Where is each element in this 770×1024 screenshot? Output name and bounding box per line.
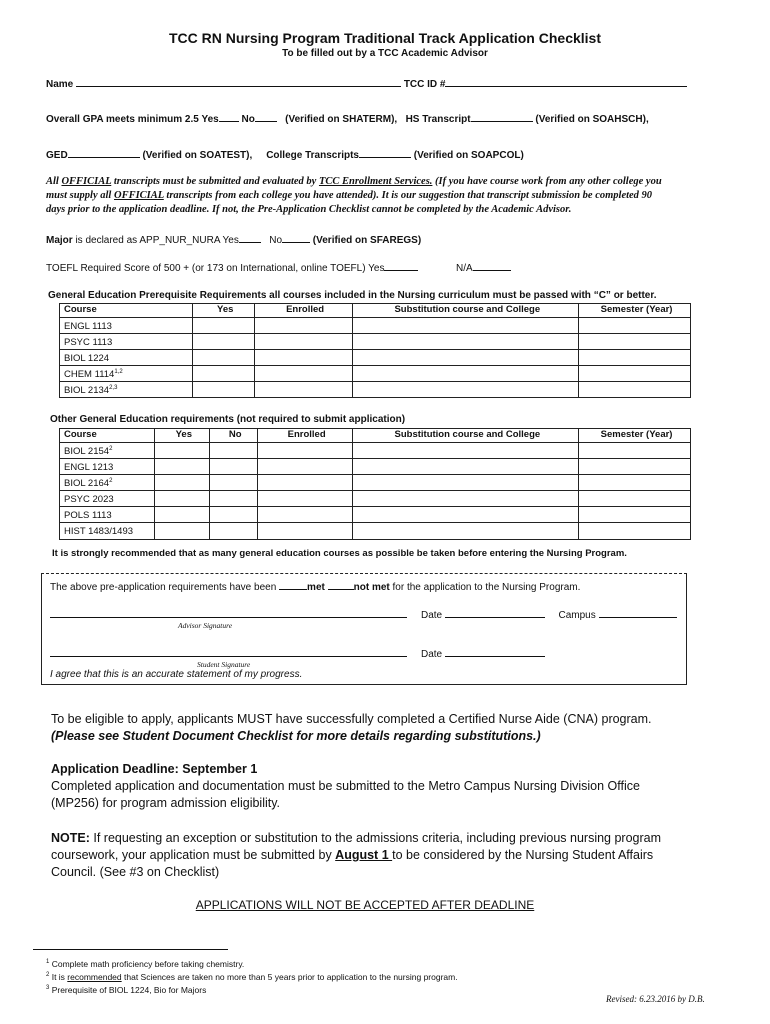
not-met-field[interactable] xyxy=(328,579,354,590)
major-row: Major is declared as APP_NUR_NURA Yes No (Verified on SFAREGS) xyxy=(46,232,421,246)
signoff-statement: The above pre-application requirements have been met not met for the application to the Nursing Program. xyxy=(50,579,580,593)
gpa-no-field[interactable] xyxy=(255,111,277,122)
table-row: POLS 1113 xyxy=(60,507,691,523)
advisor-signature-caption: Advisor Signature xyxy=(178,621,233,630)
revision-stamp: Revised: 6.23.2016 by D.B. xyxy=(606,994,705,1004)
deadline-section: Application Deadline: September 1 Completed application and documentation must be submitted to the Metro Campus Nursing Division Office (MP256) for program admission eligibility. xyxy=(51,762,640,810)
other-ed-table xyxy=(59,428,691,540)
page-title: TCC RN Nursing Program Traditional Track Application Checklist xyxy=(168,30,601,46)
table-row: HIST 1483/1493 xyxy=(60,523,691,539)
advisor-date-field[interactable] xyxy=(445,607,545,618)
footnotes xyxy=(46,957,458,995)
table-row: BIOL 2134$^{2,3}$ xyxy=(60,382,691,398)
agreement-statement: I agree that this is an accurate statement of my progress. xyxy=(50,669,303,680)
recommendation-note: It is strongly recommended that as many general education courses as possible be taken before entering the Nursing Program. xyxy=(52,548,627,559)
table-row: ENGL 1113 xyxy=(60,317,691,333)
page-subtitle: To be filled out by a TCC Academic Advisor xyxy=(282,48,488,59)
deadline-warning: APPLICATIONS WILL NOT BE ACCEPTED AFTER DEADLINE xyxy=(195,898,535,912)
table-row: BIOL 2164$^2$ xyxy=(60,474,691,490)
ged-field[interactable] xyxy=(68,147,140,158)
footnote-3: $^3$ Prerequisite of BIOL 1224, Bio for Majors xyxy=(46,984,207,995)
toefl-na-field[interactable] xyxy=(473,260,511,271)
tcc-id-field[interactable] xyxy=(445,76,687,87)
ged-row: GED (Verified on SOATEST), College Transcripts (Verified on SOAPCOL) xyxy=(46,147,524,161)
other-ed-heading: Other General Education requirements (not required to submit application) xyxy=(50,414,406,425)
table-row: CHEM 1114$^{1,2}$ xyxy=(60,366,691,382)
table-row: BIOL 1224 xyxy=(60,349,691,365)
table-row: BIOL 2154$^2$ xyxy=(60,442,691,458)
eligibility-text: To be eligible to apply, applicants MUST have successfully completed a Certified Nurse Aide (CNA) program. (Please see Student Document Checklist for more details regarding substitutions.) xyxy=(51,712,652,743)
student-signature-line[interactable] xyxy=(50,656,407,657)
table-row: ENGL 1213 xyxy=(60,458,691,474)
major-yes-field[interactable] xyxy=(239,232,261,243)
gpa-row: Overall GPA meets minimum 2.5 Yes No (Verified on SHATERM), HS Transcript (Verified on SOAHSCH), xyxy=(46,111,649,125)
met-field[interactable] xyxy=(279,579,307,590)
footnote-divider xyxy=(33,949,228,950)
advisor-signature-line[interactable] xyxy=(50,617,407,618)
student-date-row: Date xyxy=(421,646,545,660)
toefl-yes-field[interactable] xyxy=(384,260,418,271)
table-header-row: Course Yes No Enrolled Substitution course and College Semester (Year) xyxy=(60,429,691,443)
student-date-field[interactable] xyxy=(445,646,545,657)
table-header-row: Course Yes Enrolled Substitution course and College Semester (Year) xyxy=(60,304,691,318)
note-section: NOTE: If requesting an exception or substitution to the admissions criteria, including previous nursing program coursework, your application must be submitted by August 1 to be considered by the Nursing Student Affairs Council. (See #3 on Checklist) xyxy=(51,831,662,879)
footnote-1: $^1$ Complete math proficiency before taking chemistry. xyxy=(46,958,245,969)
toefl-row: TOEFL Required Score of 500 + (or 173 on International, online TOEFL) Yes N/A xyxy=(46,260,511,274)
gen-ed-table xyxy=(59,303,691,398)
name-field[interactable] xyxy=(76,76,401,87)
official-transcripts-notice: All OFFICIAL transcripts must be submitted and evaluated by TCC Enrollment Services. (If you have course work from any other college you must supply all OFFICIAL transcripts from each college you have attended). It is our suggestion that transcript submission be completed 90 days prior to the application deadline. If not, the Pre-Application Checklist cannot be completed by the Academic Advisor. xyxy=(46,176,662,215)
table-row: PSYC 2023 xyxy=(60,491,691,507)
advisor-date-row: Date Campus xyxy=(421,607,677,621)
table-row: PSYC 1113 xyxy=(60,333,691,349)
hs-transcript-field[interactable] xyxy=(471,111,533,122)
footnote-2: $^2$ It is recommended that Sciences are taken no more than 5 years prior to application to the nursing program. xyxy=(46,971,458,982)
major-no-field[interactable] xyxy=(282,232,310,243)
gen-ed-heading: General Education Prerequisite Requirements all courses included in the Nursing curriculum must be passed with “C” or better. xyxy=(48,290,657,301)
college-transcripts-field[interactable] xyxy=(359,147,411,158)
campus-field[interactable] xyxy=(599,607,677,618)
student-signature-caption: Student Signature xyxy=(197,660,251,669)
gpa-yes-field[interactable] xyxy=(219,111,239,122)
name-row: Name TCC ID # xyxy=(46,76,687,90)
